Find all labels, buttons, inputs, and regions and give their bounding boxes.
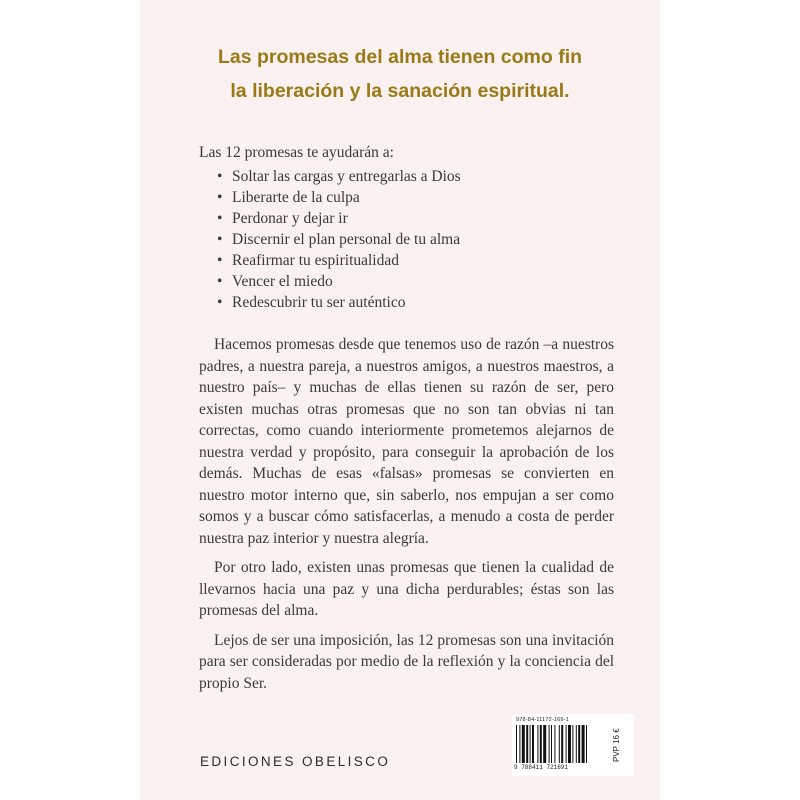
paragraph: Lejos de ser una imposición, las 12 promesas son una invitación para ser consideradas por medio de la reflexión y la conciencia del propio Ser. — [199, 631, 614, 692]
bullet-icon: • — [217, 273, 223, 290]
barcode-digits: 9 788411 721691 — [514, 764, 569, 771]
list-item: • Discernir el plan personal de tu alma — [217, 231, 461, 248]
headline — [140, 40, 660, 108]
list-item: • Liberarte de la culpa — [217, 189, 360, 206]
intro-text: Las 12 promesas te ayudarán a: — [199, 144, 394, 161]
body-text — [199, 334, 614, 702]
bullet-icon: • — [217, 252, 223, 269]
list-item: • Soltar las cargas y entregarlas a Dios — [217, 168, 461, 185]
paragraph: Hacemos promesas desde que tenemos uso de razón –a nuestros padres, a nuestra pareja, a nuestros amigos, a nuestros maestros, a nuestro país– y muchas de ellas tienen su razón de ser, pero existen muchas otras promesas que no son tan obvias ni tan correctas, como cuando interiormente prometemos alejarnos de nuestra verdad y propósito, para conseguir la aprobación de los demás. Muchas de esas «falsas» promesas se convierten en nuestro motor interno que, sin saberlo, nos empujan a ser como somos y a buscar cómo satisfacerlas, a menudo a costa de perder nuestra paz interior y nuestra alegría. — [199, 336, 614, 547]
back-cover — [140, 0, 660, 800]
paragraph: Por otro lado, existen unas promesas que tienen la cualidad de llevarnos hacia una paz y una dicha perdurables; éstas son las promesas del alma. — [199, 559, 614, 619]
price-label: PVP 16 € — [612, 728, 621, 762]
headline-line-1: Las promesas del alma tienen como fin — [217, 46, 583, 68]
list-item: • Redescubrir tu ser auténtico — [217, 294, 406, 311]
list-item: • Reafirmar tu espiritualidad — [217, 252, 399, 269]
barcode-label — [512, 714, 634, 776]
barcode-icon — [516, 725, 608, 763]
bullet-icon: • — [217, 210, 223, 227]
isbn-text: 978-84-11172-169-1 — [516, 717, 569, 723]
bullet-icon: • — [217, 168, 223, 185]
list-item: • Vencer el miedo — [217, 273, 333, 290]
bullet-icon: • — [217, 294, 223, 311]
bullet-icon: • — [217, 189, 223, 206]
promises-list — [217, 166, 461, 313]
bullet-icon: • — [217, 231, 223, 248]
headline-line-2: la liberación y la sanación espiritual. — [230, 80, 570, 102]
list-item: • Perdonar y dejar ir — [217, 210, 348, 227]
publisher-name: EDICIONES OBELISCO — [200, 754, 391, 769]
